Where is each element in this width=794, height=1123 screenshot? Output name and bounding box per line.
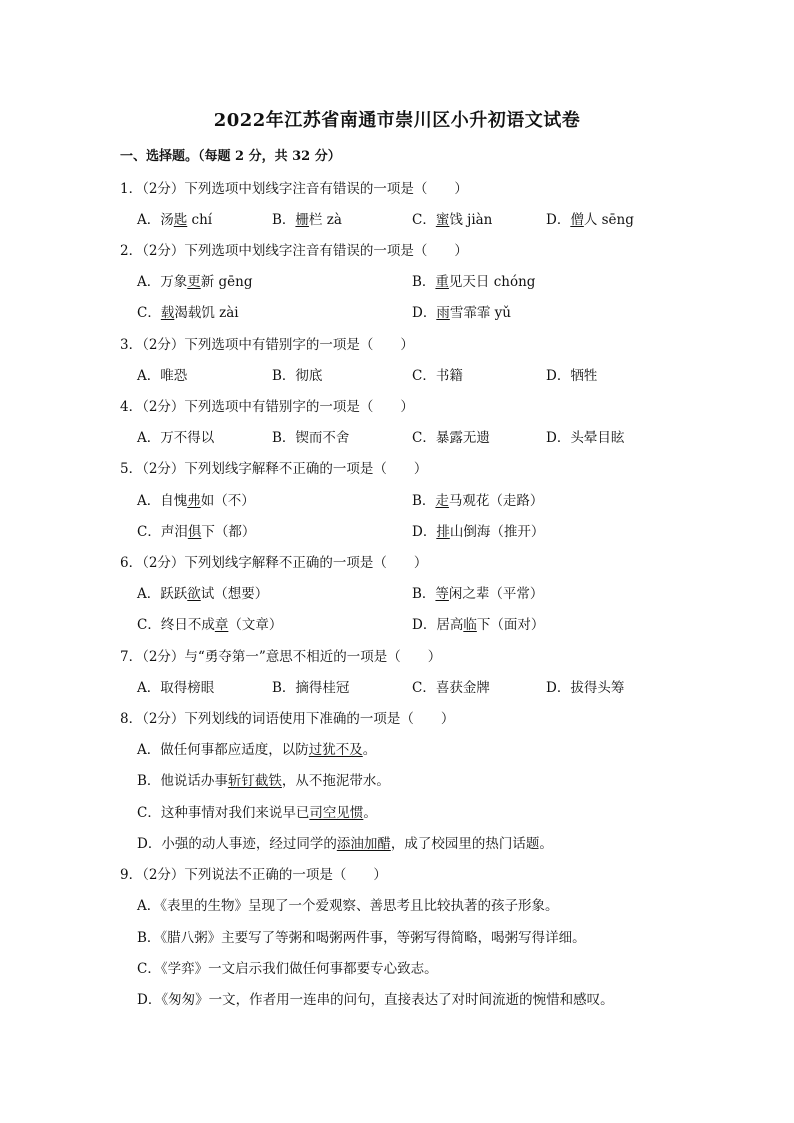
question-9-option-b: B．《腊八粥》主要写了等粥和喝粥两件事，等粥写得简略，喝粥写得详细。 <box>137 930 586 946</box>
question-7-stem: 7．（2分）与“勇夺第一”意思不相近的一项是（ ） <box>120 649 442 665</box>
question-8-option-a: A．做任何事都应适度，以防过犹不及。 <box>137 742 377 758</box>
question-1-option-c: C．蜜饯 jiàn <box>412 212 493 228</box>
question-3-option-c: C．书籍 <box>412 368 463 384</box>
question-6-option-d: D．居高临下（面对） <box>412 617 545 633</box>
question-1-stem: 1．（2分）下列选项中划线字注音有错误的一项是（ ） <box>120 181 468 197</box>
question-9-option-d: D．《匆匆》一文，作者用一连串的问句，直接表达了对时间流逝的惋惜和感叹。 <box>137 992 614 1008</box>
question-3-stem: 3．（2分）下列选项中有错别字的一项是（ ） <box>120 337 414 353</box>
question-5-option-a: A．自愧弗如（不） <box>137 493 255 509</box>
question-1-option-a: A．汤匙 chí <box>137 212 213 228</box>
question-6-option-a: A．跃跃欲试（想要） <box>137 586 269 602</box>
question-4-option-a: A．万不得以 <box>137 430 215 446</box>
question-2-option-d: D．雨雪霏霏 yǔ <box>412 305 511 321</box>
question-6-option-b: B．等闲之辈（平常） <box>412 586 544 602</box>
question-4-stem: 4．（2分）下列选项中有错别字的一项是（ ） <box>120 399 414 415</box>
question-5-option-b: B．走马观花（走路） <box>412 493 544 509</box>
question-9-option-a: A．《表里的生物》呈现了一个爱观察、善思考且比较执著的孩子形象。 <box>137 898 559 914</box>
question-7-option-b: B．摘得桂冠 <box>272 680 350 696</box>
question-5-stem: 5．（2分）下列划线字解释不正确的一项是（ ） <box>120 461 428 477</box>
page-title: 2022年江苏省南通市崇川区小升初语文试卷 <box>213 110 581 131</box>
question-3-option-d: D．牺牲 <box>546 368 598 384</box>
question-8-option-c: C．这种事情对我们来说早已司空见惯。 <box>137 805 377 821</box>
question-8-option-b: B．他说话办事斩钉截铁，从不拖泥带水。 <box>137 773 390 789</box>
question-2-option-a: A．万象更新 gēng <box>137 274 253 290</box>
question-8-option-d: D．小强的动人事迹，经过同学的添油加醋，成了校园里的热门话题。 <box>137 836 553 852</box>
question-5-option-c: C．声泪俱下（都） <box>137 524 256 540</box>
question-2-option-c: C．载渴载饥 zài <box>137 305 239 321</box>
question-3-option-b: B．彻底 <box>272 368 323 384</box>
question-7-option-c: C．喜获金牌 <box>412 680 490 696</box>
question-6-option-c: C．终日不成章（文章） <box>137 617 283 633</box>
question-7-option-a: A．取得榜眼 <box>137 680 215 696</box>
question-6-stem: 6．（2分）下列划线字解释不正确的一项是（ ） <box>120 555 428 571</box>
question-5-option-d: D．排山倒海（推开） <box>412 524 545 540</box>
question-2-option-b: B．重见天日 chóng <box>412 274 536 290</box>
section-heading: 一、选择题。（每题 2 分，共 32 分） <box>120 149 341 164</box>
question-3-option-a: A．唯恐 <box>137 368 188 384</box>
question-4-option-d: D．头晕目眩 <box>546 430 625 446</box>
question-7-option-d: D．拔得头筹 <box>546 680 625 696</box>
question-1-option-d: D．僧人 sēng <box>546 212 634 228</box>
question-8-stem: 8．（2分）下列划线的词语使用下准确的一项是（ ） <box>120 711 455 727</box>
question-9-option-c: C．《学弈》一文启示我们做任何事都要专心致志。 <box>137 961 438 977</box>
question-4-option-c: C．暴露无遗 <box>412 430 490 446</box>
question-2-stem: 2．（2分）下列选项中划线字注音有错误的一项是（ ） <box>120 243 468 259</box>
question-1-option-b: B．栅栏 zà <box>272 212 342 228</box>
question-9-stem: 9．（2分）下列说法不正确的一项是（ ） <box>120 867 387 883</box>
question-4-option-b: B．锲而不舍 <box>272 430 350 446</box>
